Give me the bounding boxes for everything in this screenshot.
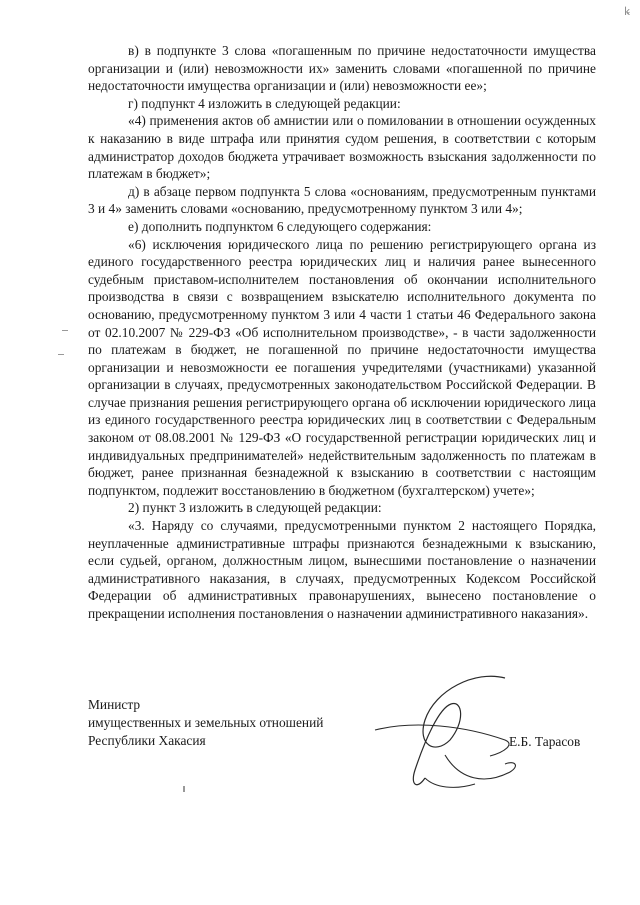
document-body	[88, 42, 596, 623]
handwritten-signature	[355, 660, 535, 800]
paragraph-g: г) подпункт 4 изложить в следующей редакции:	[128, 95, 401, 111]
paragraph-2: 2) пункт 3 изложить в следующей редакции:	[128, 500, 382, 516]
paragraph-e: е) дополнить подпунктом 6 следующего содержания:	[128, 218, 432, 234]
paragraph-item-6: «6) исключения юридического лица по решению регистрирующего органа из единого государственного реестра юридических лиц и наличия ранее вынесенного судебным приставом-исполнителем постановления об окончании исполнительного производства в связи с возвращением взыскателю исполнительного документа по основанию, предусмотренному пунктом 3 или 4 части 1 статьи 46 Федерального закона от 02.10.2007 № 229-ФЗ «Об исполнительном производстве», - в части задолженности по платежам в бюджет, не погашенной по причине недостаточности имущества организации и невозможности ее погашения учредителями (участниками) указанной организации в случаях, предусмотренных законодательством Российской Федерации. В случае признания решения регистрирующего органа об исключении юридического лица из единого государственного реестра юридических лиц в соответствии с Федеральным законом от 08.08.2001 № 129-ФЗ «О государственной регистрации юридических лиц и индивидуальных предпринимателей» недействительным задолженность по платежам в бюджет, ранее признанная безнадежной к взысканию в соответствии с настоящим подпунктом, подлежит восстановлению в бюджетном (бухгалтерском) учете»;	[88, 236, 596, 498]
margin-mark	[62, 330, 68, 331]
signature-title-line: имущественных и земельных отношений	[88, 715, 324, 730]
signature-title-line: Республики Хакасия	[88, 733, 206, 748]
signature-title-line: Министр	[88, 697, 141, 712]
paragraph-d: д) в абзаце первом подпункта 5 слова «основаниям, предусмотренным пунктами 3 и 4» заменить словами «основанию, предусмотренному пунктом 3 или 4»;	[88, 183, 596, 217]
signatory-name: Е.Б. Тарасов	[509, 734, 581, 749]
margin-mark	[183, 786, 185, 792]
margin-mark	[58, 354, 64, 355]
signature-title	[88, 696, 323, 750]
paragraph-item-3: «3. Наряду со случаями, предусмотренными пунктом 2 настоящего Порядка, неуплаченные административные штрафы признаются безнадежными к взысканию, если судьей, органом, должностным лицом, вынесшими постановление о назначении административного наказания, в случаях, предусмотренных Кодексом Российской Федерации об административных правонарушениях, вынесено постановление о прекращении исполнения постановления о назначении административного наказания».	[88, 518, 596, 621]
corner-mark: ꝃ	[624, 5, 630, 18]
paragraph-v: в) в подпункте 3 слова «погашенным по причине недостаточности имущества организации и (или) невозможности их» заменить словами «погашенной по причине недостаточности имущества организации и (или) невозможности ее»;	[88, 43, 596, 94]
paragraph-item-4: «4) применения актов об амнистии или о помиловании в отношении осужденных к наказанию в виде штрафа или принятия судом решения, в соответствии с которым администратор доходов бюджета утрачивает возможность взыскания задолженности по платежам в бюджет»;	[88, 113, 596, 182]
